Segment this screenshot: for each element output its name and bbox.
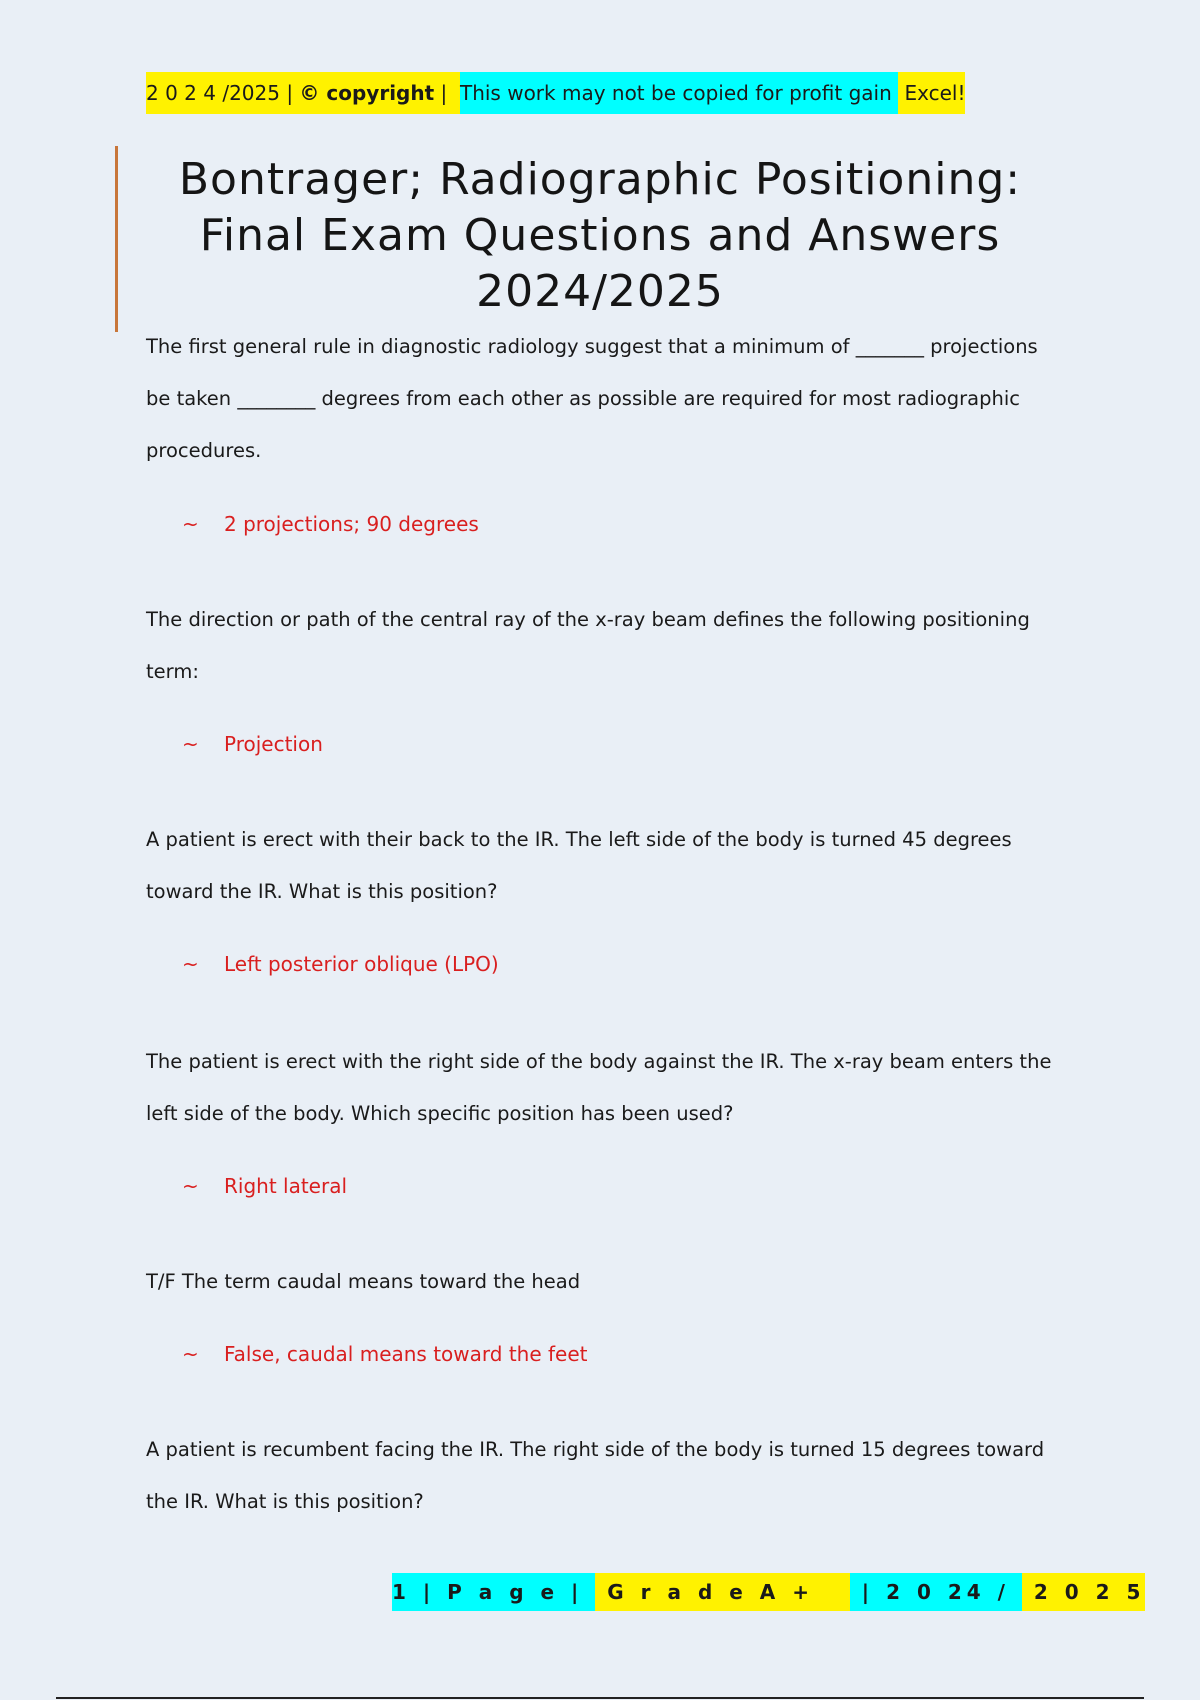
question-3: A patient is erect with their back to the IR. The left side of the body is turned 45 degrees toward the IR. What is this position? bbox=[146, 828, 1012, 903]
answer-marker: ~ bbox=[182, 1174, 199, 1198]
footer-year-b: 2 0 2 5 bbox=[1022, 1573, 1146, 1611]
answer-marker: ~ bbox=[182, 512, 199, 536]
banner-excel: Excel! bbox=[898, 72, 965, 114]
title-line-1: Bontrager; Radiographic Positioning: bbox=[178, 154, 1022, 205]
question-4: The patient is erect with the right side of the body against the IR. The x-ray beam enters the left side of the body. Which specific position has been used? bbox=[146, 1050, 1052, 1125]
banner-year: 2 0 2 4 /2025 | bbox=[146, 72, 299, 114]
banner-copyright: © copyright bbox=[299, 72, 434, 114]
footer-page: 1 | P a g e | bbox=[392, 1573, 595, 1611]
answer-text: Right lateral bbox=[224, 1174, 348, 1198]
answer-5 bbox=[182, 1342, 588, 1366]
page-footer bbox=[392, 1573, 1145, 1611]
copyright-banner bbox=[146, 72, 965, 114]
footer-grade: G r a d e A + bbox=[595, 1573, 850, 1611]
answer-4 bbox=[182, 1174, 347, 1198]
answer-marker: ~ bbox=[182, 1342, 199, 1366]
footer-year-a: | 2 0 24 / bbox=[850, 1573, 1022, 1611]
title-line-2: Final Exam Questions and Answers bbox=[199, 210, 1001, 261]
question-1: The first general rule in diagnostic radiology suggest that a minimum of _______ projections be taken ________ degrees from each other as possible are required for most radiographic procedures. bbox=[146, 335, 1038, 462]
question-6: A patient is recumbent facing the IR. The right side of the body is turned 15 degrees toward the IR. What is this position? bbox=[146, 1438, 1045, 1513]
question-2: The direction or path of the central ray of the x-ray beam defines the following positioning term: bbox=[146, 608, 1030, 683]
answer-text: Projection bbox=[224, 732, 323, 756]
answer-3 bbox=[182, 952, 499, 976]
banner-notice: This work may not be copied for profit gain bbox=[460, 72, 898, 114]
document-title bbox=[150, 152, 1050, 320]
answer-text: False, caudal means toward the feet bbox=[224, 1342, 588, 1366]
banner-separator: | bbox=[434, 72, 460, 114]
answer-2 bbox=[182, 732, 323, 756]
bottom-rule bbox=[56, 1697, 1144, 1699]
answer-marker: ~ bbox=[182, 952, 199, 976]
title-accent-bar bbox=[115, 146, 118, 332]
title-line-3: 2024/2025 bbox=[476, 266, 724, 317]
answer-1 bbox=[182, 512, 479, 536]
answer-marker: ~ bbox=[182, 732, 199, 756]
answer-text: 2 projections; 90 degrees bbox=[224, 512, 479, 536]
question-5: T/F The term caudal means toward the head bbox=[146, 1270, 581, 1293]
answer-text: Left posterior oblique (LPO) bbox=[224, 952, 499, 976]
